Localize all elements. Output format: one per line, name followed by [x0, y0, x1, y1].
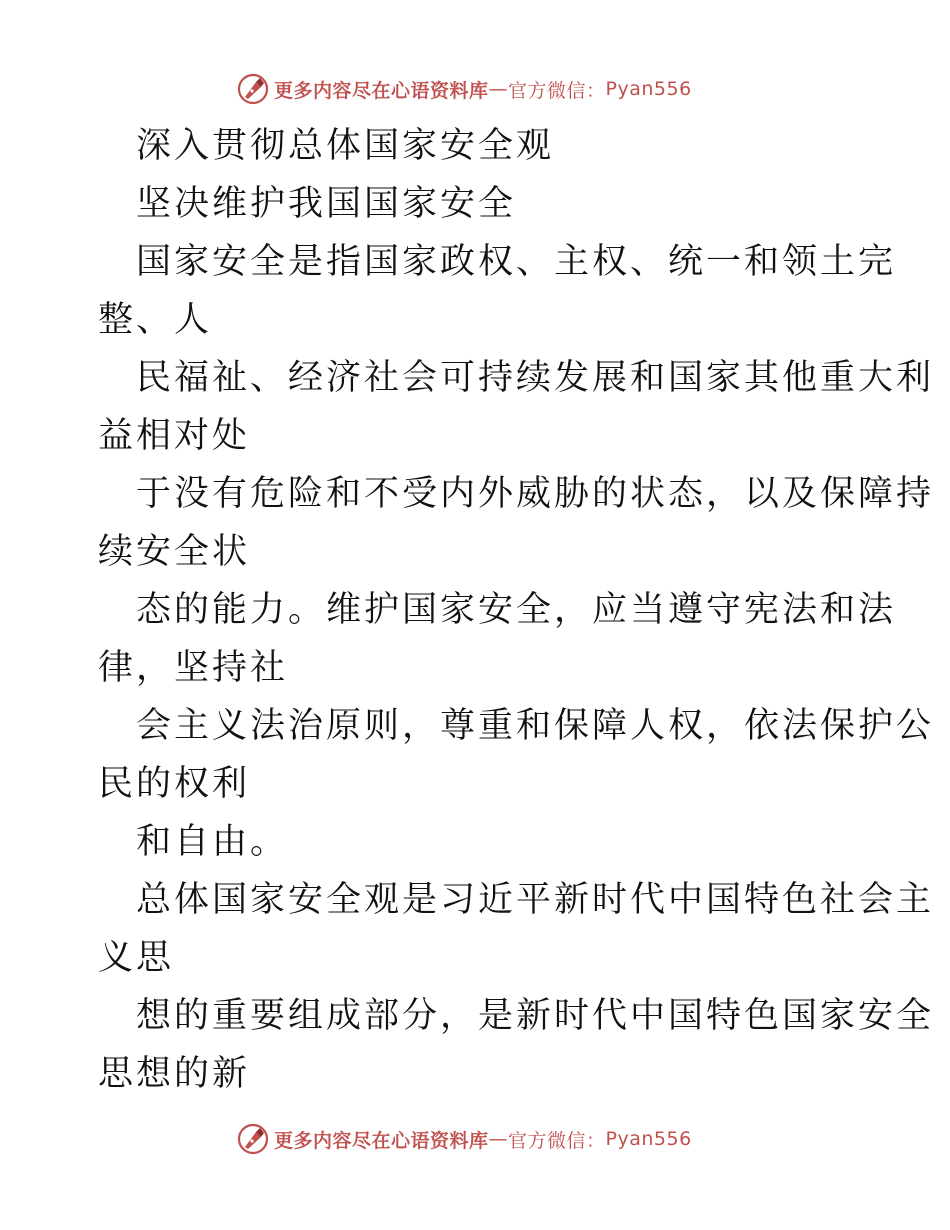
header-banner	[236, 72, 692, 106]
text-line: 义思	[98, 938, 175, 978]
text-line: 和自由。	[136, 822, 289, 862]
text-line: 深入贯彻总体国家安全观	[136, 126, 555, 166]
header-main-text: 更多内容尽在心语资料库	[274, 79, 489, 102]
text-line: 总体国家安全观是习近平新时代中国特色社会主	[136, 880, 935, 920]
text-line: 坚决维护我国国家安全	[136, 184, 517, 224]
footer-dash: —	[488, 1128, 509, 1150]
text-line: 民福祉、经济社会可持续发展和国家其他重大利	[136, 358, 935, 398]
text-line: 态的能力。维护国家安全，应当遵守宪法和法	[136, 590, 897, 630]
text-line: 整、人	[98, 300, 213, 340]
text-line: 国家安全是指国家政权、主权、统一和领土完	[136, 242, 897, 282]
text-line: 于没有危险和不受内外威胁的状态，以及保障持	[136, 474, 935, 514]
header-dash: —	[488, 78, 509, 100]
footer-wechat-id: Pyan556	[605, 1128, 692, 1150]
footer-banner	[236, 1122, 692, 1156]
footer-wechat-label: 官方微信：	[508, 1129, 606, 1152]
header-wechat-id: Pyan556	[605, 78, 692, 100]
text-line: 益相对处	[98, 416, 251, 456]
pen-nib-circle-icon	[236, 1122, 270, 1156]
pen-nib-circle-icon	[236, 72, 270, 106]
text-line: 思想的新	[98, 1054, 251, 1094]
text-line: 律，坚持社	[98, 648, 289, 688]
text-line: 续安全状	[98, 532, 251, 572]
text-line: 民的权利	[98, 764, 251, 804]
text-line: 会主义法治原则，尊重和保障人权，依法保护公	[136, 706, 935, 746]
header-wechat-label: 官方微信：	[508, 79, 606, 102]
text-line: 想的重要组成部分，是新时代中国特色国家安全	[136, 996, 935, 1036]
footer-main-text: 更多内容尽在心语资料库	[274, 1129, 489, 1152]
